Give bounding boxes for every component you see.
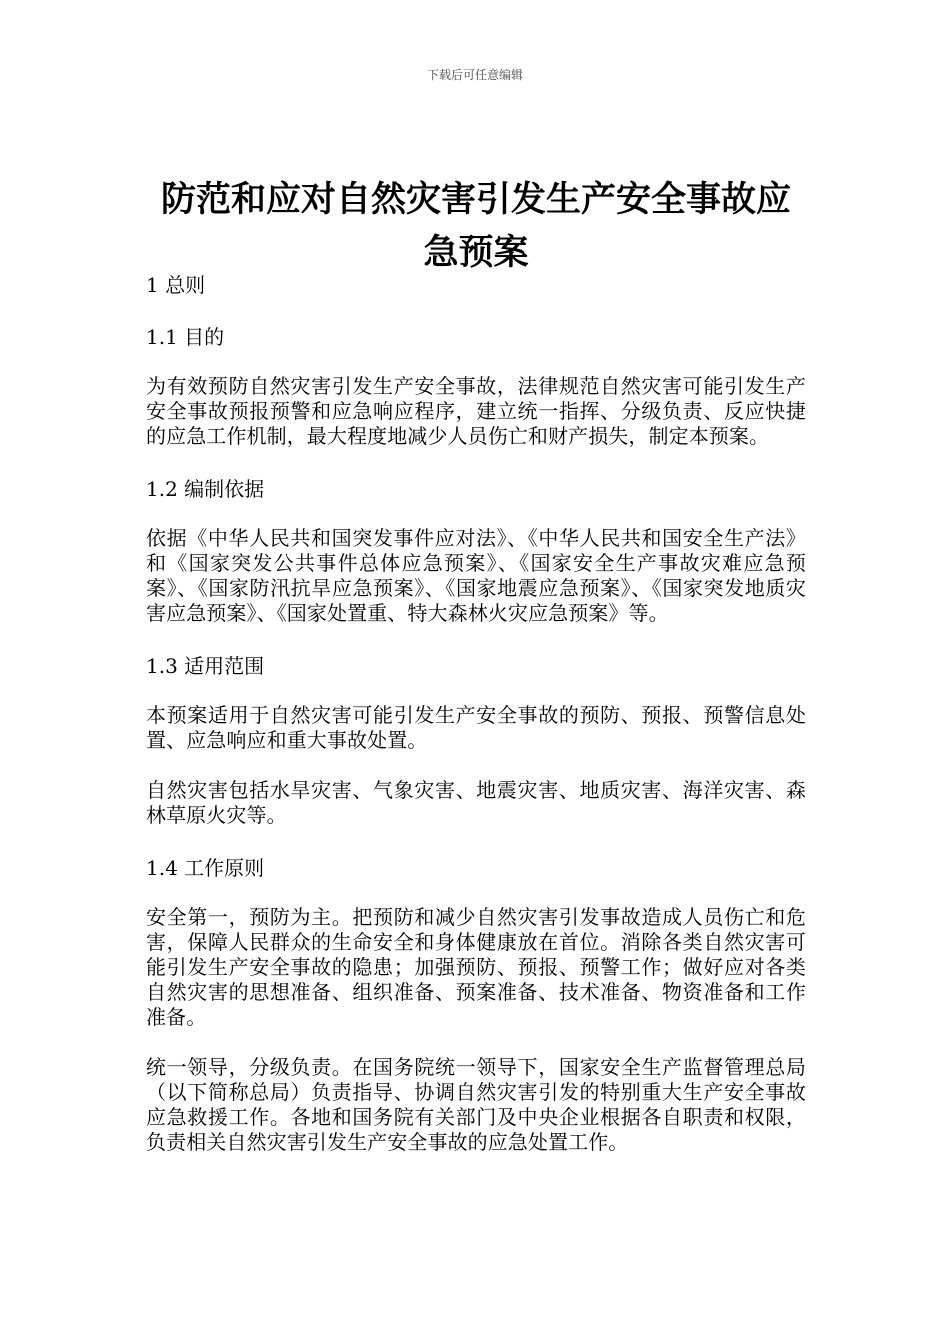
header-note: 下载后可任意编辑 <box>426 68 523 82</box>
paragraph: 自然灾害包括水旱灾害、气象灾害、地震灾害、地质灾害、海洋灾害、森林草原火灾等。 <box>146 778 806 827</box>
paragraph: 安全第一，预防为主。把预防和减少自然灾害引发事故造成人员伤亡和危害，保障人民群众的生命安全和身体健康放在首位。消除各类自然灾害可能引发生产安全事故的隐患；加强预防、预报、预警工作；做好应对各类自然灾害的思想准备、组织准备、预案准备、技术准备、物资准备和工作准备。 <box>146 905 806 1029</box>
document-body <box>146 270 806 1155</box>
document-title: 防范和应对自然灾害引发生产安全事故应急预案 <box>160 180 791 273</box>
paragraph: 依据《中华人民共和国突发事件应对法》、《中华人民共和国安全生产法》和《国家突发公共事件总体应急预案》、《国家安全生产事故灾难应急预案》、《国家防汛抗旱应急预案》、《国家地震应急预案》、《国家突发地质灾害应急预案》、《国家处置重、特大森林火灾应急预案》等。 <box>146 526 806 625</box>
section-heading: 1.1 目的 <box>146 325 225 349</box>
paragraph: 为有效预防自然灾害引发生产安全事故，法律规范自然灾害可能引发生产安全事故预报预警和应急响应程序，建立统一指挥、分级负责、反应快捷的应急工作机制，最大程度地减少人员伤亡和财产损失，制定本预案。 <box>146 374 806 448</box>
section-heading: 1 总则 <box>146 273 206 297</box>
paragraph: 本预案适用于自然灾害可能引发生产安全事故的预防、预报、预警信息处置、应急响应和重大事故处置。 <box>146 703 806 752</box>
section-heading: 1.4 工作原则 <box>146 856 265 880</box>
paragraph: 统一领导，分级负责。在国务院统一领导下，国家安全生产监督管理总局（以下简称总局）负责指导、协调自然灾害引发的特别重大生产安全事故应急救援工作。各地和国务院有关部门及中央企业根据各自职责和权限，负责相关自然灾害引发生产安全事故的应急处置工作。 <box>146 1055 806 1154</box>
section-heading: 1.2 编制依据 <box>146 477 265 501</box>
section-heading: 1.3 适用范围 <box>146 654 265 678</box>
